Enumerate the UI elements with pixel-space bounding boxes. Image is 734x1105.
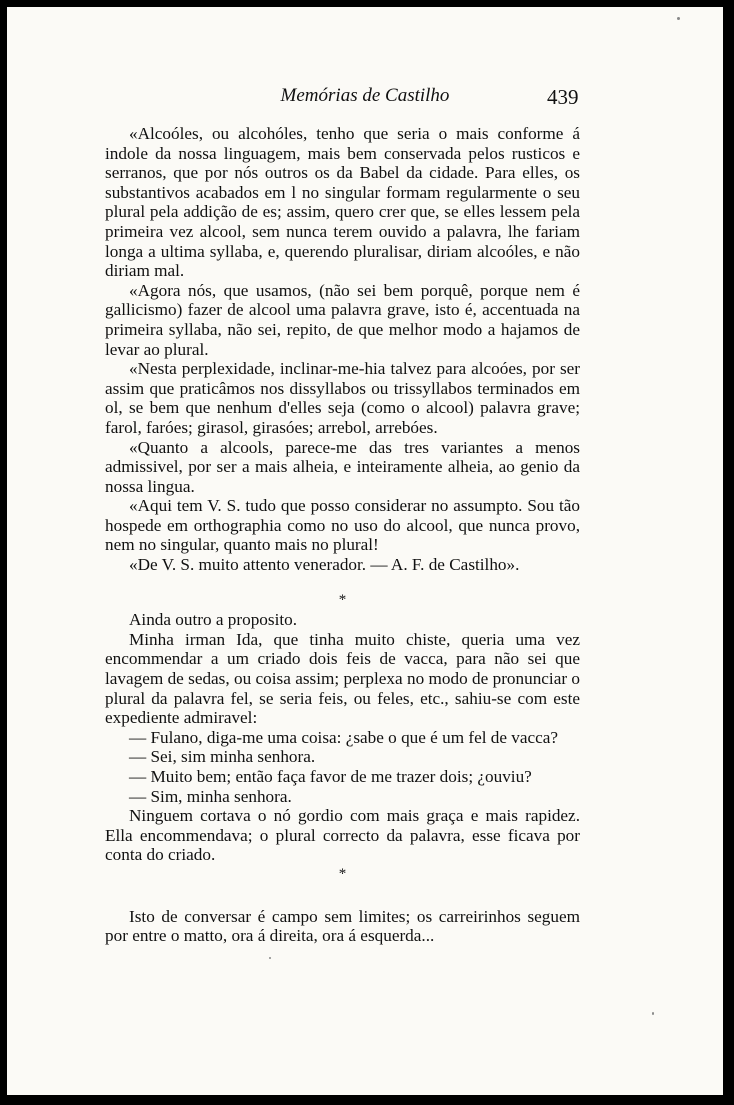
anecdote-conclusion: Ninguem cortava o nó gordio com mais graça e mais rapidez. Ella encommendava; o plural correcto da palavra, esse ficava por conta do criado. <box>105 806 580 865</box>
dialogue-line-1: — Fulano, diga-me uma coisa: ¿sabe o que é um fel de vacca? <box>129 727 559 747</box>
closing-paragraph: Isto de conversar é campo sem limites; os carreirinhos seguem por entre o matto, ora á direita, ora á esquerda... <box>105 906 580 946</box>
body-text <box>105 124 580 946</box>
dialogue-line-2: — Sei, sim minha senhora. <box>129 747 316 767</box>
anecdote-intro: Ainda outro a proposito. <box>129 610 298 630</box>
paper-speck <box>652 1012 654 1015</box>
paper-speck <box>269 957 271 959</box>
letter-paragraph-3: «Nesta perplexidade, inclinar-me-hia talvez para alcoóes, por ser assim que praticâmos nos dissyllabos ou trissyllabos terminados em ol, se bem que nenhum d'elles seja (como o alcool) palavra grave; farol, faróes; girasol, girasóes; arrebol, arrebóes. <box>105 359 580 437</box>
anecdote-paragraph: Minha irman Ida, que tinha muito chiste, queria uma vez encommendar a um criado dois feis de vacca, para não sei que lavagem de sedas, ou coisa assim; perplexa no modo de pronunciar o plural da palavra fel, se seria feis, ou feles, etc., sahiu-se com este expediente admiravel: <box>105 629 580 728</box>
book-page <box>7 7 723 1095</box>
section-separator-2: * <box>338 865 347 882</box>
page-number: 439 <box>547 85 579 109</box>
running-header <box>7 85 723 115</box>
letter-signoff: «De V. S. muito attento venerador. — A. F. de Castilho». <box>129 555 520 575</box>
letter-paragraph-5: «Aqui tem V. S. tudo que posso considerar no assumpto. Sou tão hospede em orthographia como no uso do alcool, que nunca provo, nem no singular, quanto mais no plural! <box>105 496 580 555</box>
running-title: Memórias de Castilho <box>280 85 450 106</box>
letter-paragraph-4: «Quanto a alcools, parece-me das tres variantes a menos admissivel, por ser a mais alheia, e inteiramente alheia, ao genio da nossa lingua. <box>105 437 580 496</box>
letter-paragraph-2: «Agora nós, que usamos, (não sei bem porquê, porque nem é gallicismo) fazer de alcool uma palavra grave, isto é, accentuada na primeira syllaba, não sei, repito, de que melhor modo a hajamos de levar ao plural. <box>105 280 580 359</box>
dialogue-line-3: — Muito bem; então faça favor de me trazer dois; ¿ouviu? <box>129 767 532 786</box>
section-separator-1: * <box>338 591 347 608</box>
letter-paragraph-1: «Alcoóles, ou alcohóles, tenho que seria o mais conforme á indole da nossa linguagem, mais bem conservada pelos rusticos e serranos, que por nós outros os da Babel da cidade. Para elles, os substantivos acabados em l no singular formam regularmente o seu plural pela addição de es; assim, quero crer que, se elles lessem pela primeira vez alcool, sem nunca terem ouvido a palavra, lhe fariam longa a ultima syllaba, e, querendo pluralisar, diriam alcoóles, e não diriam mal. <box>105 124 580 281</box>
dialogue-line-4: — Sim, minha senhora. <box>129 786 292 806</box>
paper-speck <box>677 17 680 20</box>
